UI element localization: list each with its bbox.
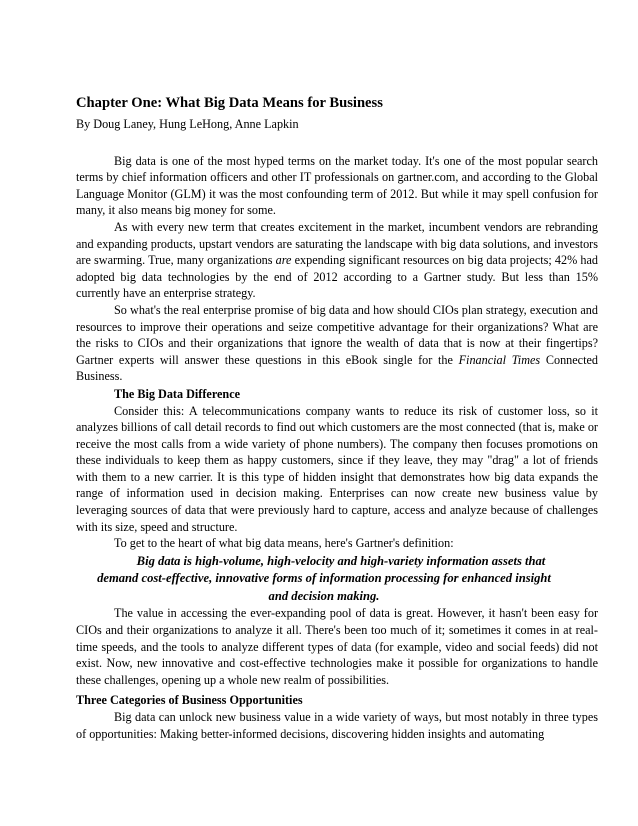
chapter-title: Chapter One: What Big Data Means for Business [76, 95, 383, 111]
definition-line-1: Big data is high-volume, high-velocity and high-variety information assets that [136, 553, 546, 568]
paragraph-new-term-part-2: expending significant resources on big data projects; 42% had adopted big data technologies by the end of 2012 according to a Gartner study. But less than 15% currently have an enterprise strategy. [76, 253, 598, 301]
paragraph-definition-intro: To get to the heart of what big data means, here's Gartner's definition: [114, 536, 454, 551]
paragraph-value: The value in accessing the ever-expanding pool of data is great. However, it hasn't been easy for CIOs and their organizations to analyze it all. There's been too much of it; sometimes it comes in at real-time speeds, and the tools to analyze different types of data (for example, video and social feeds) did not exist. Now, new innovative and cost-effective technologies make it possible for organizations to handle these challenges, opening up a whole new realm of possibilities. [76, 606, 598, 687]
definition-line-3: and decision making. [268, 588, 380, 603]
paragraph-new-term [76, 219, 598, 302]
big-data-definition [72, 553, 598, 606]
author-byline: By Doug Laney, Hung LeHong, Anne Lapkin [76, 117, 299, 131]
emphasis-are: are [275, 253, 292, 268]
subheading-big-data-difference: The Big Data Difference [114, 386, 241, 401]
paragraph-opportunities: Big data can unlock new business value in a wide variety of ways, but most notably in three types of opportunities: Making better-informed decisions, discovering hidden insights and automating [76, 709, 598, 741]
paragraph-telecom-example: Consider this: A telecommunications company wants to reduce its risk of customer loss, so it analyzes billions of call detail records to find out which customers are the most connected (that is, make or receive the most calls from a wide variety of phone numbers). The company then focuses promotions on these individuals to keep them as happy customers, since if they leave, they may "drag" a lot of friends with them to a new carrier. It is this type of hidden insight that demonstrates how big data expands the range of information used in decision making. Enterprises can now create new business value by leveraging sources of data that were previously hard to capture, access and analyze because of challenges with its size, speed and structure. [76, 403, 598, 534]
emphasis-financial-times: Financial Times [458, 352, 541, 367]
document-page [76, 94, 598, 742]
paragraph-intro: Big data is one of the most hyped terms on the market today. It's one of the most popular search terms by chief information officers and other IT professionals on gartner.com, and according to the Global Language Monitor (GLM) it was the most confounding term of 2012. But while it may spell confusion for many, it also means big money for some. [76, 153, 598, 218]
section-title-opportunities: Three Categories of Business Opportunities [76, 693, 303, 708]
paragraph-new-term-part-1: As with every new term that creates excitement in the market, incumbent vendors are rebranding and expanding products, upstart vendors are saturating the landscape with big data solutions, and investors are swarming. True, many organizations [76, 219, 598, 268]
paragraph-enterprise-promise-part-2: Connected Business. [76, 352, 598, 384]
paragraph-enterprise-promise-part-1: So what's the real enterprise promise of big data and how should CIOs plan strategy, execution and resources to improve their operations and seize competitive advantage for their organizations? What are the risks to CIOs and their organizations that ignore the wealth of data that is now at their fingertips? Gartner experts will answer these questions in this eBook single for the [76, 302, 598, 367]
paragraph-enterprise-promise [76, 302, 598, 385]
definition-line-2: demand cost-effective, innovative forms of information processing for enhanced insight [97, 571, 551, 586]
